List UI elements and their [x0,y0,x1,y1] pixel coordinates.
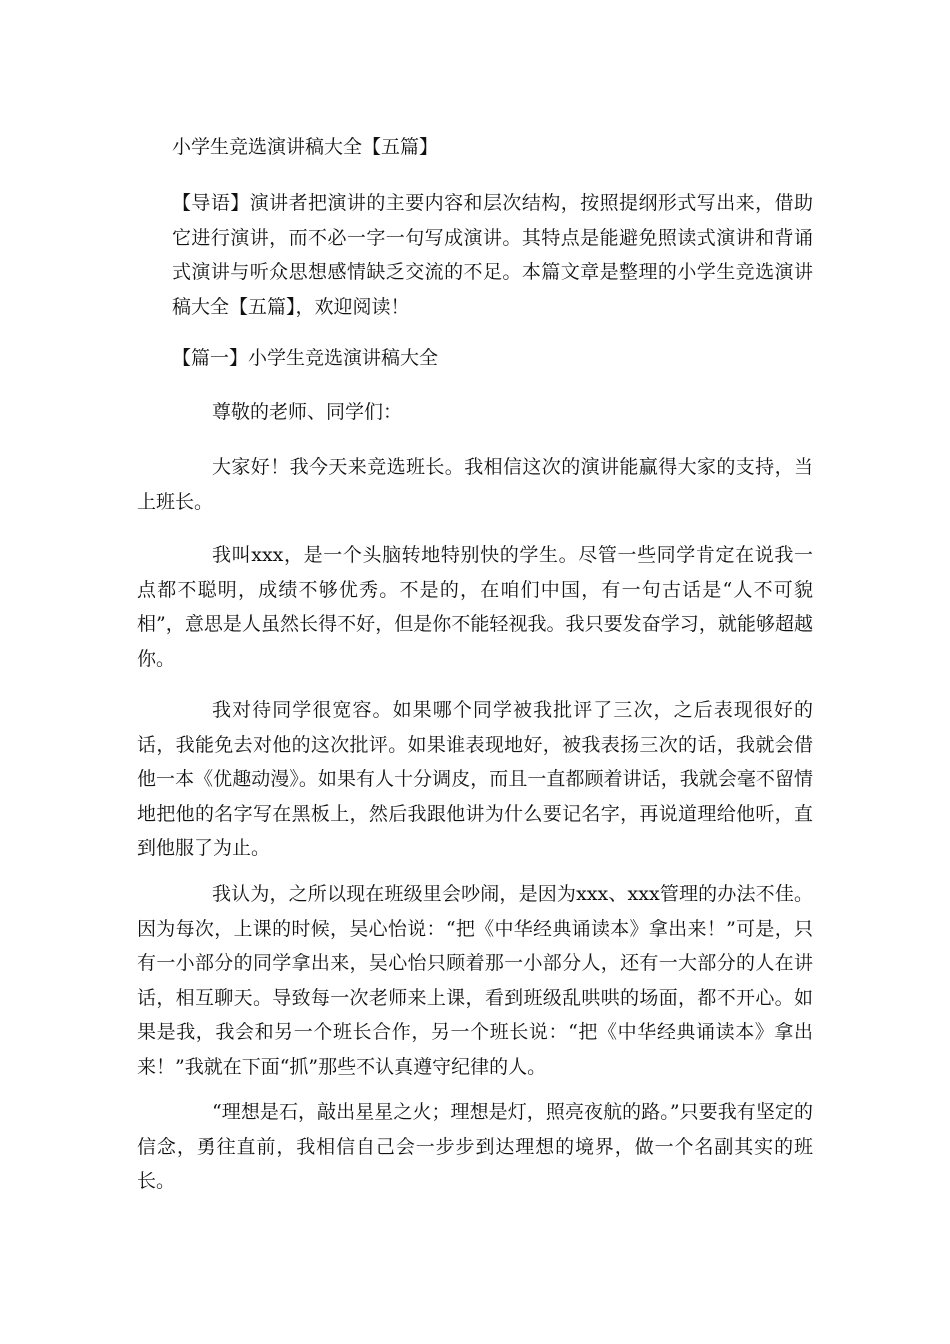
document-page [137,0,813,1344]
salutation: 尊敬的老师、同学们： [212,401,403,423]
paragraph-4: 我认为，之所以现在班级里会吵闹，是因为xxx、xxx管理的办法不佳。因为每次，上课的时候，吴心怡说：“把《中华经典诵读本》拿出来！”可是，只有一小部分的同学拿出来，吴心怡只顾着那一小部分人，还有一大部分的人在讲话，相互聊天。导致每一次老师来上课，看到班级乱哄哄的场面，都不开心。如果是我，我会和另一个班长合作，另一个班长说：“把《中华经典诵读本》拿出来！”我就在下面“抓”那些不认真遵守纪律的人。 [137,883,813,1078]
paragraph-2: 我叫xxx，是一个头脑转地特别快的学生。尽管一些同学肯定在说我一点都不聪明，成绩不够优秀。不是的，在咱们中国，有一句古话是“人不可貌相”，意思是人虽然长得不好，但是你不能轻视我。我只要发奋学习，就能够超越你。 [137,544,813,670]
document-title: 小学生竞选演讲稿大全【五篇】 [172,136,439,158]
section-heading: 【篇一】小学生竞选演讲稿大全 [172,347,439,369]
paragraph-3: 我对待同学很宽容。如果哪个同学被我批评了三次，之后表现很好的话，我能免去对他的这次批评。如果谁表现地好，被我表扬三次的话，我就会借他一本《优趣动漫》。如果有人十分调皮，而且一直都顾着讲话，我就会毫不留情地把他的名字写在黑板上，然后我跟他讲为什么要记名字，再说道理给他听，直到他服了为止。 [137,699,813,859]
paragraph-1: 大家好！我今天来竞选班长。我相信这次的演讲能赢得大家的支持，当上班长。 [137,456,813,513]
intro-paragraph: 【导语】演讲者把演讲的主要内容和层次结构，按照提纲形式写出来，借助它进行演讲，而不必一字一句写成演讲。其特点是能避免照读式演讲和背诵式演讲与听众思想感情缺乏交流的不足。本篇文章是整理的小学生竞选演讲稿大全【五篇】，欢迎阅读！ [172,192,813,318]
paragraph-5: “理想是石，敲出星星之火；理想是灯，照亮夜航的路。”只要我有坚定的信念，勇往直前，我相信自己会一步步到达理想的境界，做一个名副其实的班长。 [137,1101,813,1192]
